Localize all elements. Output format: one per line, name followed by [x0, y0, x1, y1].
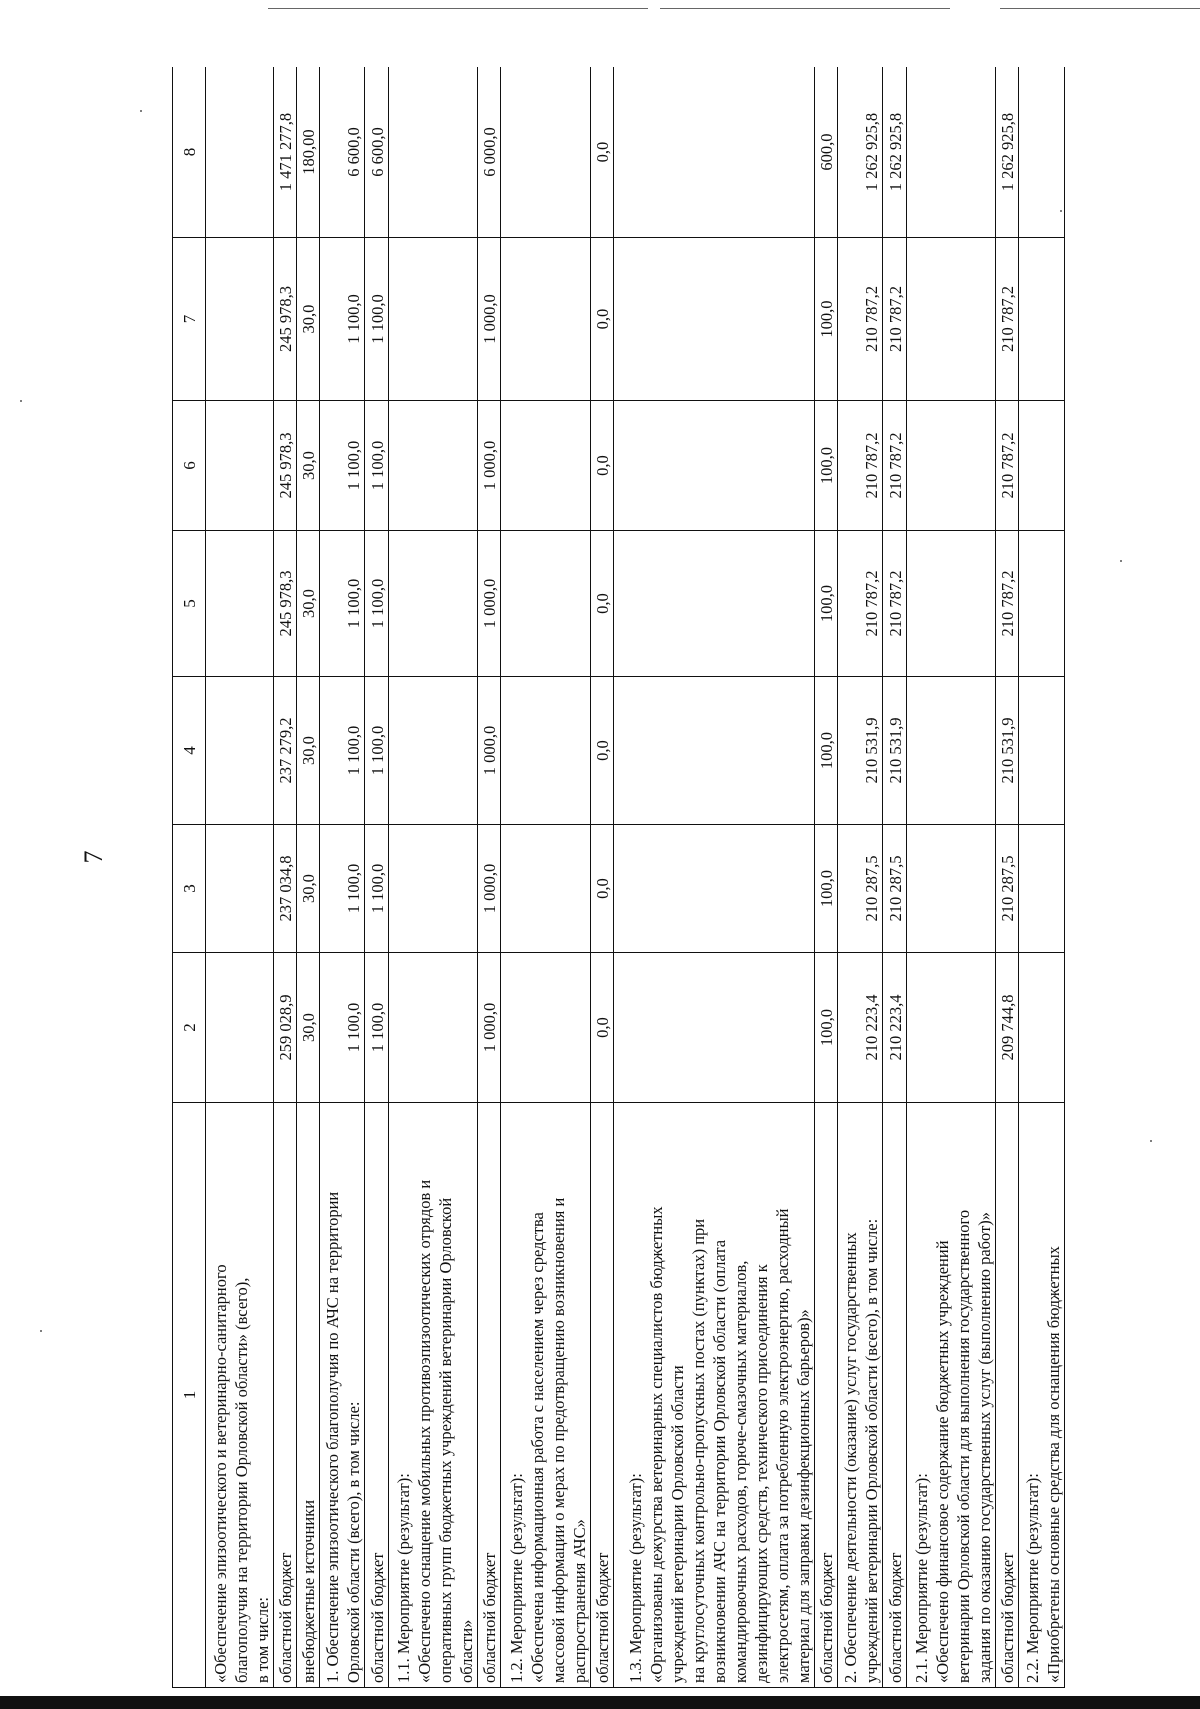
value-cell: 0,0	[591, 401, 614, 531]
value-cell	[614, 531, 815, 677]
value-cell	[206, 401, 274, 531]
row-label-line: «Приобретены основные средства для оснащения бюджетных	[1044, 1246, 1063, 1683]
row-label-line: 2. Обеспечение деятельности (оказание) услуг государственных	[841, 1232, 861, 1683]
row-label-line: «Обеспечено оснащение мобильных противоэпизоотических отрядов и	[415, 1179, 435, 1683]
value-cell: 210 787,2	[996, 531, 1019, 677]
column-header: 6	[173, 401, 206, 531]
value-cell: 210 787,2	[996, 401, 1019, 531]
row-label	[365, 1103, 388, 1688]
scan-speck	[20, 400, 22, 402]
value-cell	[388, 825, 478, 953]
value-cell: 1 262 925,8	[838, 67, 883, 238]
value-cell	[501, 677, 591, 825]
value-cell: 210 287,5	[996, 825, 1019, 953]
value-cell: 1 100,0	[365, 531, 388, 677]
value-cell	[206, 67, 274, 238]
value-cell	[206, 677, 274, 825]
value-cell: 1 100,0	[319, 401, 364, 531]
value-cell	[206, 825, 274, 953]
value-cell: 1 000,0	[478, 531, 501, 677]
value-cell: 1 100,0	[365, 953, 388, 1103]
row-label	[996, 1103, 1019, 1688]
value-cell	[388, 238, 478, 401]
value-cell: 210 287,5	[838, 825, 883, 953]
value-cell	[906, 401, 996, 531]
row-label-line: областной бюджет	[817, 1552, 836, 1683]
value-cell: 210 787,2	[883, 531, 906, 677]
scan-speck	[1120, 560, 1122, 562]
value-cell	[501, 401, 591, 531]
value-cell: 30,0	[296, 238, 319, 401]
value-cell: 245 978,3	[273, 401, 296, 531]
value-cell: 210 787,2	[838, 238, 883, 401]
value-cell: 180,00	[296, 67, 319, 238]
value-cell	[906, 825, 996, 953]
row-label	[296, 1103, 319, 1688]
value-cell: 6 600,0	[365, 67, 388, 238]
value-cell	[906, 67, 996, 238]
value-cell: 1 100,0	[365, 238, 388, 401]
value-cell	[1019, 825, 1065, 953]
row-label-line: учреждений ветеринарии Орловской области	[667, 1365, 687, 1683]
value-cell: 1 100,0	[365, 825, 388, 953]
value-cell	[501, 953, 591, 1103]
row-label-line: «Обеспечена информационная работа с населением через средства	[528, 1212, 548, 1683]
budget-table-container	[172, 67, 1065, 1688]
value-cell: 210 787,2	[883, 401, 906, 531]
value-cell	[1019, 531, 1065, 677]
row-label	[906, 1103, 996, 1688]
value-cell: 1 100,0	[319, 825, 364, 953]
row-label-line: 1.2. Мероприятие (результат):	[507, 1473, 527, 1683]
row-label-line: областной бюджет	[275, 1552, 295, 1683]
value-cell: 1 100,0	[319, 238, 364, 401]
column-header: 8	[173, 67, 206, 238]
row-label-line: электросетям, оплата за потребленную электроэнергию, расходный	[772, 1208, 792, 1683]
value-cell: 1 262 925,8	[883, 67, 906, 238]
header-row	[173, 67, 206, 1688]
row-label	[319, 1103, 364, 1688]
table-row	[501, 67, 591, 1688]
value-cell: 0,0	[591, 825, 614, 953]
value-cell: 210 787,2	[838, 401, 883, 531]
scan-speck	[1060, 210, 1062, 212]
value-cell	[388, 953, 478, 1103]
row-label	[838, 1103, 883, 1688]
table-body	[206, 67, 1065, 1688]
scan-speck	[1150, 1140, 1152, 1142]
column-header: 4	[173, 677, 206, 825]
row-label	[814, 1103, 837, 1688]
value-cell: 210 787,2	[838, 531, 883, 677]
row-label	[1019, 1103, 1065, 1688]
row-label	[273, 1103, 296, 1688]
value-cell: 100,0	[814, 401, 837, 531]
table-row	[478, 67, 501, 1688]
row-label-line: 1. Обеспечение эпизоотического благополучия по АЧС на территории	[323, 1191, 343, 1683]
value-cell	[501, 238, 591, 401]
row-label-line: задания по оказанию государственных услуг (выполнению работ)»	[975, 1211, 995, 1683]
budget-table	[172, 67, 1065, 1688]
value-cell	[206, 953, 274, 1103]
value-cell: 259 028,9	[273, 953, 296, 1103]
value-cell	[206, 238, 274, 401]
column-header: 5	[173, 531, 206, 677]
value-cell: 100,0	[814, 238, 837, 401]
value-cell: 210 287,5	[883, 825, 906, 953]
table-row	[906, 67, 996, 1688]
row-label-line: оперативных групп бюджетных учреждений ветеринарии Орловской	[436, 1197, 456, 1683]
value-cell	[1019, 401, 1065, 531]
scan-speck	[140, 110, 142, 112]
value-cell: 210 531,9	[996, 677, 1019, 825]
bottom-scan-edge	[0, 1696, 1200, 1709]
table-row	[273, 67, 296, 1688]
value-cell: 0,0	[591, 677, 614, 825]
value-cell: 0,0	[591, 67, 614, 238]
row-label-line: 1.3. Мероприятие (результат):	[625, 1473, 645, 1683]
value-cell: 1 100,0	[319, 677, 364, 825]
value-cell: 237 279,2	[273, 677, 296, 825]
value-cell: 0,0	[591, 531, 614, 677]
value-cell	[906, 531, 996, 677]
value-cell: 245 978,3	[273, 531, 296, 677]
row-label-line: областной бюджет	[480, 1552, 500, 1683]
table-row	[838, 67, 883, 1688]
value-cell	[614, 825, 815, 953]
row-label-line: областной бюджет	[367, 1552, 387, 1683]
page-number: 7	[79, 850, 108, 864]
value-cell: 1 000,0	[478, 953, 501, 1103]
row-label-line: 1.1. Мероприятие (результат):	[394, 1473, 414, 1683]
value-cell: 1 000,0	[478, 677, 501, 825]
row-label-line: массовой информации о мерах по предотвращению возникновения и	[549, 1197, 569, 1683]
row-label-line: 2.2. Мероприятие (результат):	[1023, 1473, 1042, 1683]
value-cell	[1019, 677, 1065, 825]
row-label	[206, 1103, 274, 1688]
column-header: 7	[173, 238, 206, 401]
value-cell	[906, 953, 996, 1103]
budget-table-rotated	[172, 67, 1065, 1688]
top-scan-rule	[0, 4, 1200, 14]
value-cell: 0,0	[591, 953, 614, 1103]
row-label-line: учреждений ветеринарии Орловской области (всего), в том числе:	[862, 1218, 882, 1683]
value-cell	[614, 67, 815, 238]
value-cell	[614, 238, 815, 401]
value-cell	[1019, 67, 1065, 238]
value-cell: 0,0	[591, 238, 614, 401]
value-cell: 1 100,0	[319, 531, 364, 677]
column-header: 3	[173, 825, 206, 953]
table-row	[365, 67, 388, 1688]
value-cell	[388, 531, 478, 677]
value-cell: 1 100,0	[365, 677, 388, 825]
table-row	[296, 67, 319, 1688]
row-label-line: благополучия на территории Орловской области» (всего),	[231, 1277, 251, 1683]
table-row	[388, 67, 478, 1688]
value-cell: 100,0	[814, 677, 837, 825]
row-label-line: внебюджетные источники	[298, 1499, 318, 1683]
row-label-line: Орловской области (всего), в том числе:	[344, 1401, 364, 1683]
row-label	[478, 1103, 501, 1688]
value-cell: 1 100,0	[365, 401, 388, 531]
value-cell: 210 787,2	[883, 238, 906, 401]
table-row	[996, 67, 1019, 1688]
table-row	[319, 67, 364, 1688]
row-label-line: на круглосуточных контрольно-пропускных постах (пунктах) при	[688, 1218, 708, 1683]
value-cell: 30,0	[296, 953, 319, 1103]
value-cell	[501, 67, 591, 238]
value-cell	[614, 953, 815, 1103]
value-cell	[614, 677, 815, 825]
row-label-line: 2.1. Мероприятие (результат):	[912, 1473, 932, 1683]
value-cell	[1019, 238, 1065, 401]
value-cell	[206, 531, 274, 677]
value-cell: 1 000,0	[478, 238, 501, 401]
value-cell	[501, 825, 591, 953]
value-cell: 245 978,3	[273, 238, 296, 401]
row-label-line: «Обеспечение эпизоотического и ветеринарно-санитарного	[210, 1264, 230, 1683]
row-label-line: командировочных расходов, горюче-смазочных материалов,	[730, 1260, 750, 1683]
value-cell: 600,0	[814, 67, 837, 238]
row-label-line: области»	[457, 1619, 477, 1683]
row-label	[883, 1103, 906, 1688]
value-cell: 210 787,2	[996, 238, 1019, 401]
table-row	[206, 67, 274, 1688]
value-cell: 6 600,0	[319, 67, 364, 238]
value-cell: 30,0	[296, 825, 319, 953]
value-cell: 209 744,8	[996, 953, 1019, 1103]
table-row	[614, 67, 815, 1688]
row-label-line: возникновении АЧС на территории Орловской области (оплата	[709, 1239, 729, 1683]
value-cell: 1 471 277,8	[273, 67, 296, 238]
row-label	[388, 1103, 478, 1688]
value-cell: 1 100,0	[319, 953, 364, 1103]
value-cell	[501, 531, 591, 677]
value-cell	[388, 677, 478, 825]
row-label	[591, 1103, 614, 1688]
row-label	[614, 1103, 815, 1688]
row-label-line: «Обеспечено финансовое содержание бюджетных учреждений	[933, 1240, 953, 1683]
row-label-line: в том числе:	[252, 1596, 272, 1683]
table-row	[1019, 67, 1065, 1688]
value-cell: 1 262 925,8	[996, 67, 1019, 238]
value-cell: 100,0	[814, 953, 837, 1103]
row-label-line: распространения АЧС»	[570, 1519, 590, 1683]
table-row	[814, 67, 837, 1688]
value-cell: 30,0	[296, 677, 319, 825]
column-header: 2	[173, 953, 206, 1103]
value-cell	[388, 401, 478, 531]
value-cell: 100,0	[814, 825, 837, 953]
scan-speck	[40, 1330, 42, 1332]
row-label-line: дезинфицирующих средств, технического присоединения к	[751, 1264, 771, 1683]
value-cell: 210 531,9	[883, 677, 906, 825]
value-cell	[906, 238, 996, 401]
value-cell: 100,0	[814, 531, 837, 677]
column-header: 1	[173, 1103, 206, 1688]
value-cell: 210 223,4	[883, 953, 906, 1103]
table-row	[591, 67, 614, 1688]
value-cell	[614, 401, 815, 531]
value-cell: 6 000,0	[478, 67, 501, 238]
value-cell: 30,0	[296, 401, 319, 531]
row-label-line: областной бюджет	[885, 1552, 905, 1683]
row-label	[501, 1103, 591, 1688]
row-label-line: материал для заправки дезинфекционных барьеров)»	[793, 1309, 813, 1683]
row-label-line: областной бюджет	[593, 1552, 613, 1683]
value-cell	[906, 677, 996, 825]
value-cell: 210 531,9	[838, 677, 883, 825]
value-cell: 30,0	[296, 531, 319, 677]
value-cell: 210 223,4	[838, 953, 883, 1103]
table-row	[883, 67, 906, 1688]
value-cell	[388, 67, 478, 238]
value-cell: 237 034,8	[273, 825, 296, 953]
row-label-line: «Организованы дежурства ветеринарных специалистов бюджетных	[646, 1206, 666, 1683]
row-label-line: областной бюджет	[998, 1552, 1018, 1683]
row-label-line: ветеринарии Орловской области для выполнения государственного	[954, 1209, 974, 1683]
value-cell: 1 000,0	[478, 825, 501, 953]
value-cell: 1 000,0	[478, 401, 501, 531]
value-cell	[1019, 953, 1065, 1103]
